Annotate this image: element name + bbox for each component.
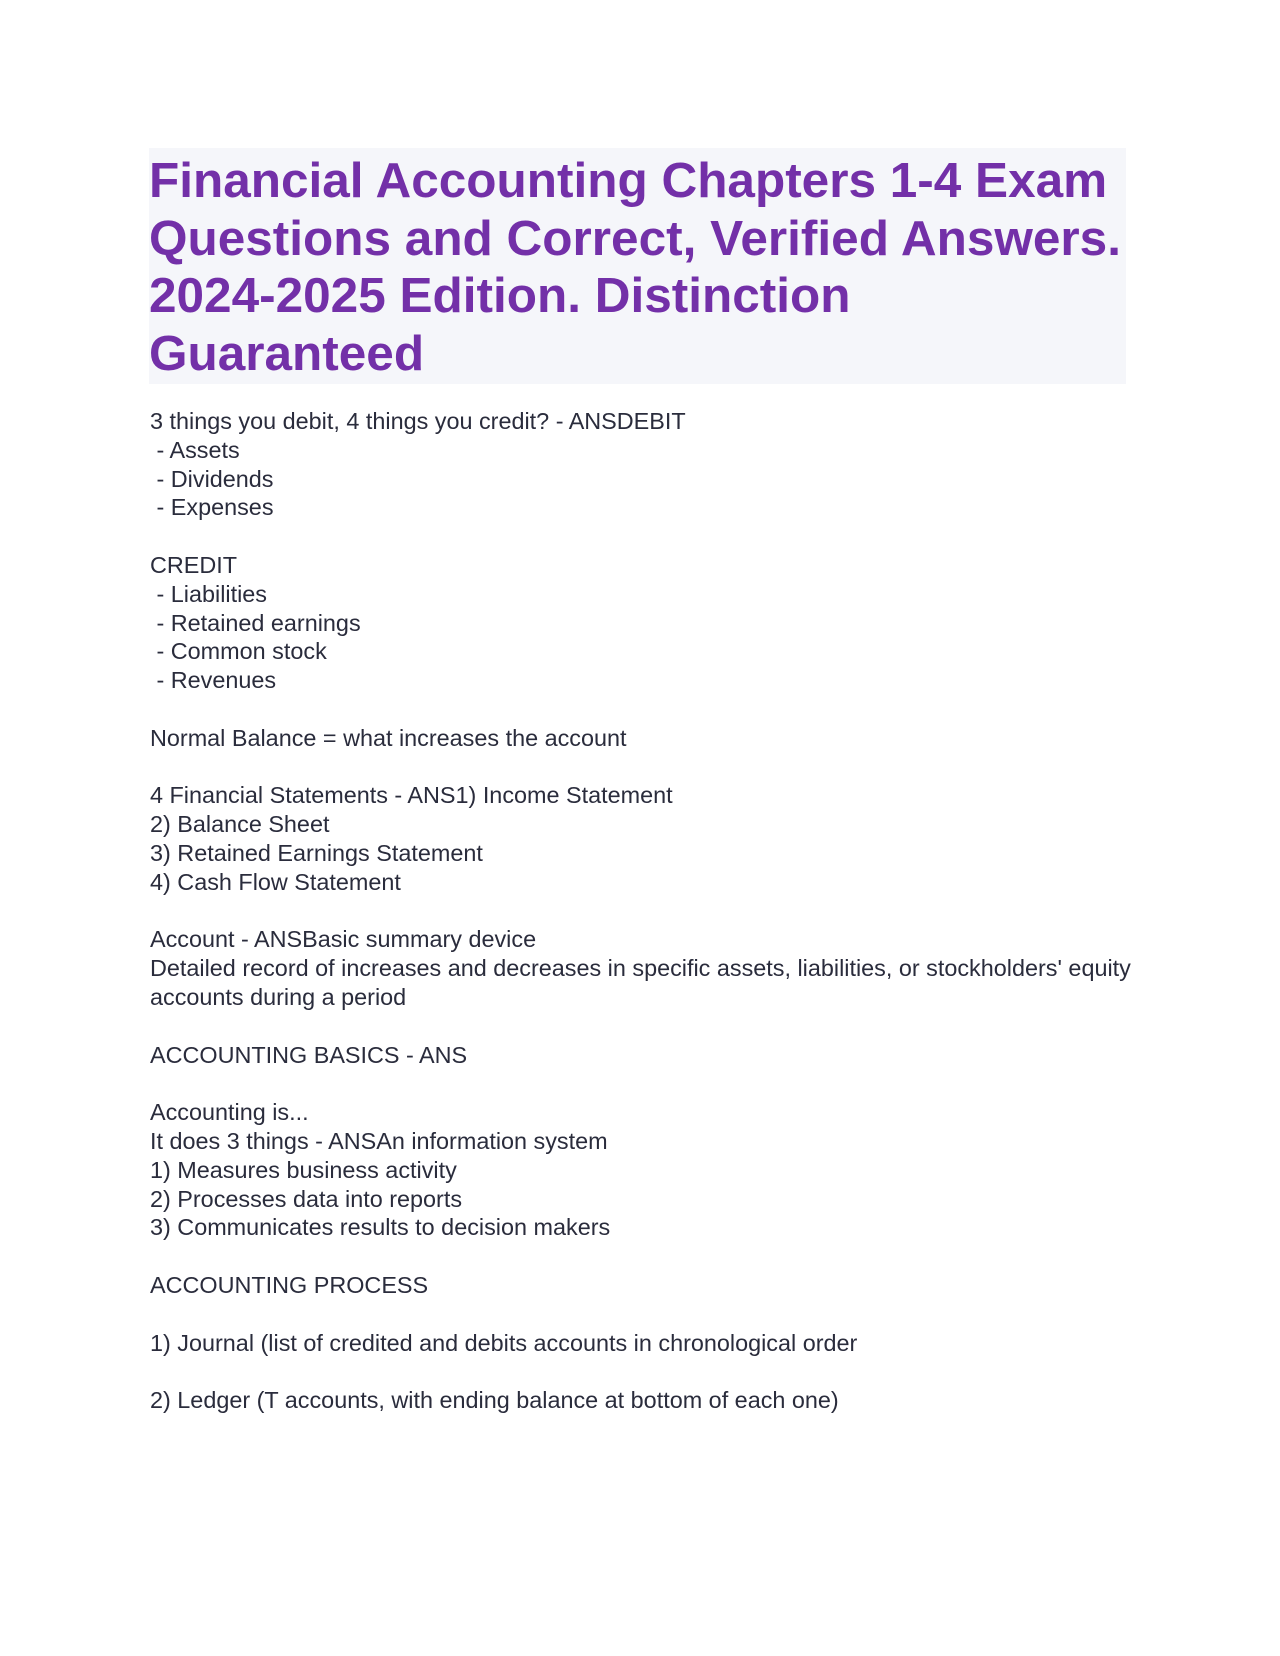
paragraph-gap xyxy=(150,522,1140,551)
credit-item: - Retained earnings xyxy=(150,609,361,636)
debit-item: - Assets xyxy=(150,436,240,463)
debit-item: - Dividends xyxy=(150,465,274,492)
account-section xyxy=(150,925,1140,1011)
basics-heading: ACCOUNTING BASICS - ANS xyxy=(150,1041,468,1068)
accounting-basics-section xyxy=(150,1041,1140,1243)
basics-intro: Accounting is... xyxy=(150,1099,309,1126)
statement-item: 2) Balance Sheet xyxy=(150,811,330,838)
process-ledger: 2) Ledger (T accounts, with ending balance at bottom of each one) xyxy=(150,1387,839,1414)
basics-item: 2) Processes data into reports xyxy=(150,1185,463,1212)
account-question: Account - ANSBasic summary device xyxy=(150,926,537,953)
accounting-process-section xyxy=(150,1271,1140,1415)
credit-item: - Common stock xyxy=(150,638,327,665)
paragraph-gap xyxy=(150,1300,1140,1329)
statements-question: 4 Financial Statements - ANS1) Income Statement xyxy=(150,782,673,809)
credit-item: - Revenues xyxy=(150,667,277,694)
normal-balance-note: Normal Balance = what increases the account xyxy=(150,724,627,751)
credit-item: - Liabilities xyxy=(150,580,267,607)
account-detail: Detailed record of increases and decreases in specific assets, liabilities, or stockholders' equity accounts during a period xyxy=(150,955,1131,1010)
financial-statements-section xyxy=(150,781,1140,896)
basics-question: It does 3 things - ANSAn information system xyxy=(150,1127,608,1154)
debit-item: - Expenses xyxy=(150,494,274,521)
process-journal: 1) Journal (list of credited and debits accounts in chronological order xyxy=(150,1329,858,1356)
document-title: Financial Accounting Chapters 1-4 Exam Questions and Correct, Verified Answers. 2024-2025 Edition. Distinction Guaranteed xyxy=(149,153,1121,381)
document-body xyxy=(150,407,1140,1415)
process-heading: ACCOUNTING PROCESS xyxy=(150,1271,429,1298)
statement-item: 3) Retained Earnings Statement xyxy=(150,839,483,866)
paragraph-gap xyxy=(150,1357,1140,1386)
paragraph-gap xyxy=(150,695,1140,724)
paragraph-gap xyxy=(150,1069,1140,1098)
paragraph-gap xyxy=(150,753,1140,782)
paragraph-gap xyxy=(150,1242,1140,1271)
statement-item: 4) Cash Flow Statement xyxy=(150,868,401,895)
paragraph-gap xyxy=(150,1012,1140,1041)
debit-credit-section xyxy=(150,407,1140,753)
basics-item: 1) Measures business activity xyxy=(150,1156,457,1183)
debit-credit-question: 3 things you debit, 4 things you credit? - ANSDEBIT xyxy=(150,408,686,434)
paragraph-gap xyxy=(150,897,1140,926)
basics-item: 3) Communicates results to decision makers xyxy=(150,1214,611,1241)
credit-heading: CREDIT xyxy=(150,551,238,578)
title-block xyxy=(149,148,1126,384)
